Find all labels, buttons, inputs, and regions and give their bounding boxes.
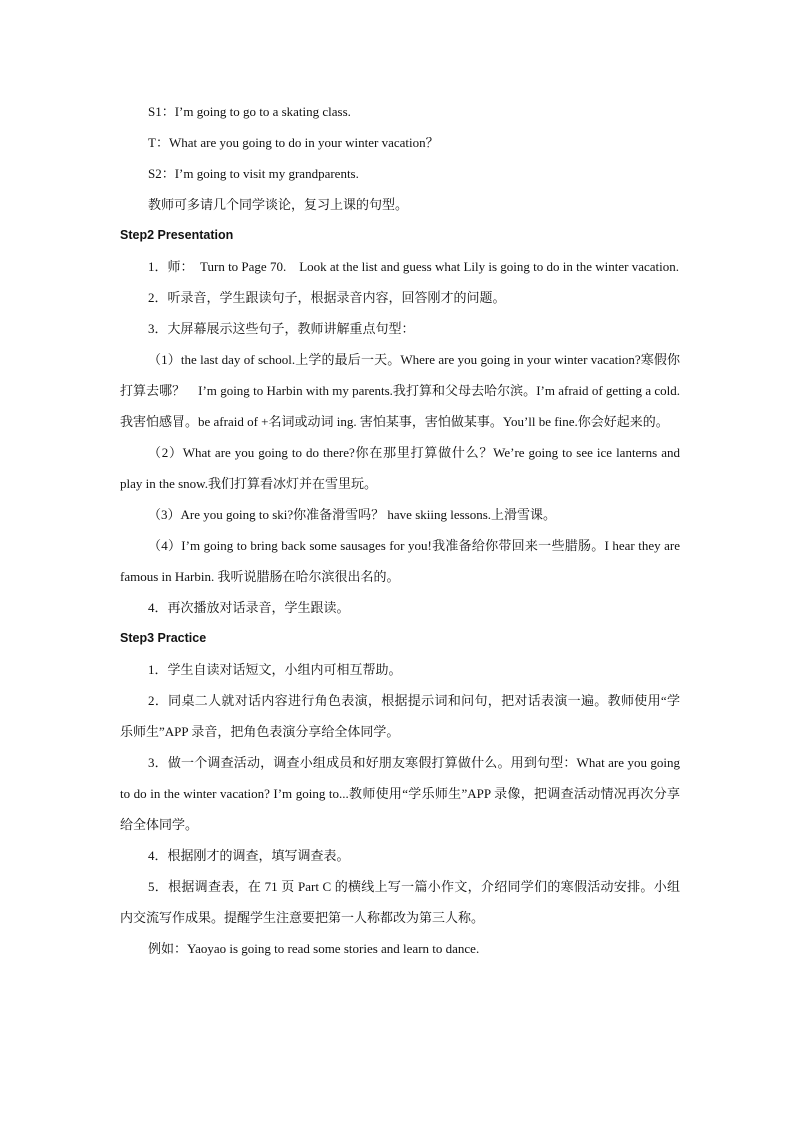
- practice-step-3: 3．做一个调查活动，调查小组成员和好朋友寒假打算做什么。用到句型：What are you going to do in the winter vacation? I’m going to...教师使用“学乐师生”APP 录像，把调查活动情况再次分享给全体同学。: [120, 755, 680, 832]
- key-sentence-1: （1）the last day of school.上学的最后一天。Where are you going in your winter vacation?寒假你打算去哪？ I’m going to Harbin with my parents.我打算和父母去哈尔滨。I’m afraid of getting a cold.我害怕感冒。be afraid of +名词或动词 ing. 害怕某事，害怕做某事。You’ll be fine.你会好起来的。: [120, 352, 680, 429]
- section-heading-practice: Step3 Practice: [120, 631, 207, 645]
- teacher-note: 教师可多请几个同学谈论，复习上课的句型。: [148, 197, 409, 212]
- document-page: [120, 96, 680, 964]
- presentation-step-4: 4．再次播放对话录音，学生跟读。: [148, 600, 350, 615]
- section-heading-presentation: Step2 Presentation: [120, 228, 234, 242]
- practice-step-5: 5．根据调查表，在 71 页 Part C 的横线上写一篇小作文，介绍同学们的寒假活动安排。小组内交流写作成果。提醒学生注意要把第一人称都改为第三人称。: [120, 879, 680, 925]
- presentation-step-3: 3．大屏幕展示这些句子，教师讲解重点句型：: [148, 321, 415, 336]
- presentation-step-1: 1．师： Turn to Page 70. Look at the list and guess what Lily is going to do in the winter vacation.: [148, 259, 680, 274]
- key-sentence-3: （3）Are you going to ski?你准备滑雪吗？ have skiing lessons.上滑雪课。: [148, 507, 557, 522]
- key-sentence-4: （4）I’m going to bring back some sausages for you!我准备给你带回来一些腊肠。I hear they are famous in Harbin. 我听说腊肠在哈尔滨很出名的。: [120, 538, 680, 584]
- dialogue-line-s2: S2：I’m going to visit my grandparents.: [148, 166, 359, 181]
- example-sentence: 例如：Yaoyao is going to read some stories and learn to dance.: [148, 941, 480, 956]
- presentation-step-2: 2．听录音，学生跟读句子，根据录音内容，回答刚才的问题。: [148, 290, 506, 305]
- practice-step-4: 4．根据刚才的调查，填写调查表。: [148, 848, 350, 863]
- dialogue-line-t: T：What are you going to do in your winter vacation？: [148, 135, 439, 150]
- dialogue-line-s1: S1：I’m going to go to a skating class.: [148, 104, 351, 119]
- practice-step-1: 1．学生自读对话短文，小组内可相互帮助。: [148, 662, 402, 677]
- practice-step-2: 2．同桌二人就对话内容进行角色表演，根据提示词和问句，把对话表演一遍。教师使用“学乐师生”APP 录音，把角色表演分享给全体同学。: [120, 693, 680, 739]
- key-sentence-2: （2）What are you going to do there?你在那里打算做什么？We’re going to see ice lanterns and play in the snow.我们打算看冰灯并在雪里玩。: [120, 445, 680, 491]
